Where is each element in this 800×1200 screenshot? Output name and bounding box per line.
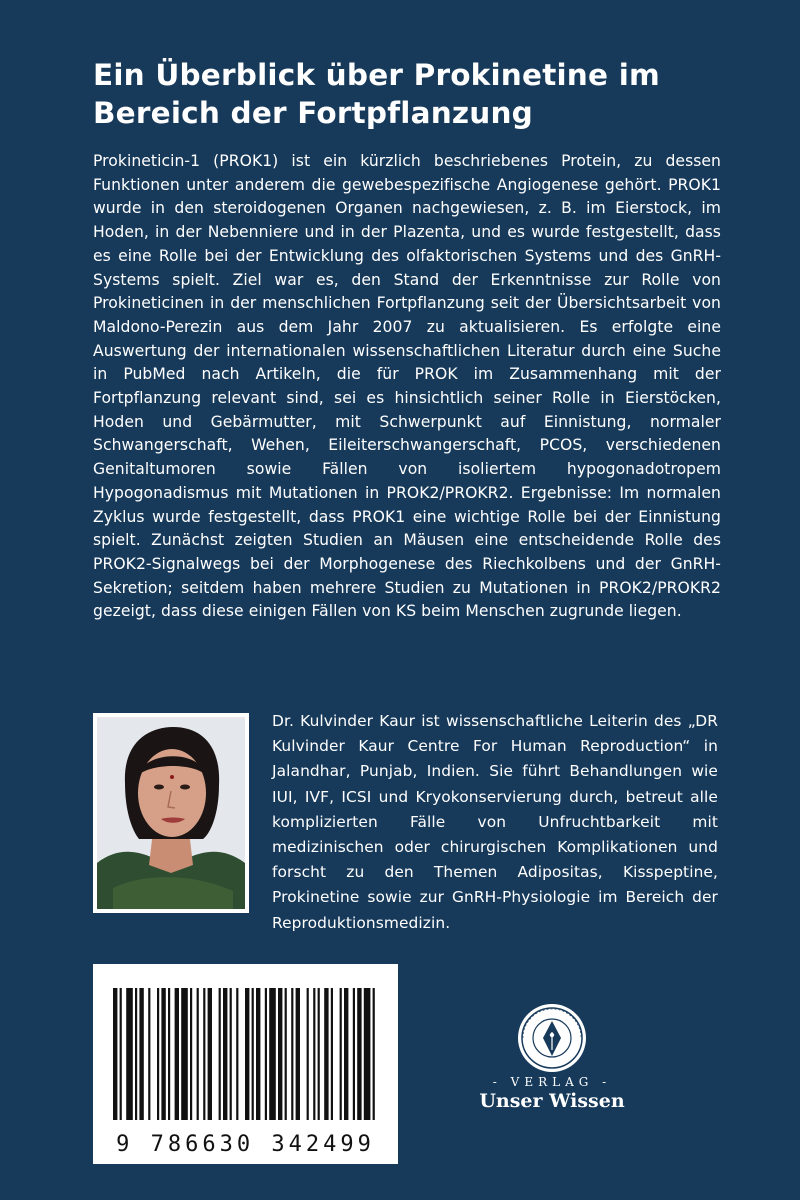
barcode-bar	[245, 988, 249, 1120]
barcode-bar	[353, 988, 355, 1120]
barcode-bar	[307, 988, 309, 1120]
barcode-bar	[373, 988, 375, 1120]
barcode-bar	[175, 988, 179, 1120]
publisher-name: Unser Wissen	[479, 1090, 625, 1112]
isbn-barcode	[93, 964, 398, 1164]
barcode-bar	[197, 988, 199, 1120]
verlag-label: - VERLAG -	[492, 1075, 612, 1089]
barcode-bar	[168, 988, 170, 1120]
barcode-bar	[357, 988, 361, 1120]
barcode-bar	[120, 988, 122, 1120]
barcode-bar	[126, 988, 133, 1120]
barcode-bar	[265, 988, 267, 1120]
barcode-bar	[148, 988, 150, 1120]
book-title: Ein Überblick über Prokinetine im Bereich der Fortpflanzung	[93, 58, 660, 130]
barcode-bar	[236, 988, 238, 1120]
barcode-bar	[219, 988, 221, 1120]
pen-nib-seal-icon	[503, 1002, 601, 1074]
barcode-bar	[291, 988, 293, 1120]
barcode-bar	[344, 988, 348, 1120]
barcode-bar	[161, 988, 165, 1120]
barcode-bar	[331, 988, 333, 1120]
barcode-bar	[318, 988, 320, 1120]
barcode-bar	[364, 988, 371, 1120]
book-blurb: Prokineticin-1 (PROK1) ist ein kürzlich beschriebenes Protein, zu dessen Funktionen unter anderem die gewebespezifische Angiogenese gehört. PROK1 wurde in den steroidogenen Organen nachgewiesen, z. B. im Eierstock, im Hoden, in der Nebenniere und in der Plazenta, und es wurde festgestellt, dass es eine Rolle bei der Entwicklung des olfaktorischen Systems und des GnRH-Systems spielt. Ziel war es, den Stand der Erkenntnisse zur Rolle von Prokineticinen in der menschlichen Fortpflanzung seit der Übersichtsarbeit von Maldono-Perezin aus dem Jahr 2007 zu aktualisieren. Es erfolgte eine Auswertung der internationalen wissenschaftlichen Literatur durch eine Suche in PubMed nach Artikeln, die für PROK im Zusammenhang mit der Fortpflanzung relevant sind, sei es hinsichtlich seiner Rolle in Eierstöcken, Hoden und Gebärmutter, mit Schwerpunkt auf Einnistung, normaler Schwangerschaft, Wehen, Eileiterschwangerschaft, PCOS, verschiedenen Genitaltumoren sowie Fällen von isoliertem hypogonadotropem Hypogonadismus mit Mutationen in PROK2/PROKR2. Ergebnisse: Im normalen Zyklus wurde festgestellt, dass PROK1 eine wichtige Rolle bei der Einnistung spielt. Zunächst zeigten Studien an Mäusen eine entscheidende Rolle des PROK2-Signalwegs bei der Morphogenese des Riechkolbens und der GnRH-Sekretion; seitdem haben mehrere Studien zu Mutationen in PROK2/PROKR2 gezeigt, dass diese einigen Fällen von KS beim Menschen zugrunde liegen.	[93, 152, 721, 621]
barcode-bar	[203, 988, 205, 1120]
isbn-digits: 9 786630 342499	[116, 1132, 375, 1157]
barcode-bar	[296, 988, 300, 1120]
barcode-bar	[113, 988, 117, 1120]
barcode-bar	[230, 988, 232, 1120]
author-photo	[93, 713, 249, 913]
barcode-bar	[181, 988, 188, 1120]
barcode-bar	[285, 988, 287, 1120]
barcode-bar	[135, 988, 137, 1120]
barcode-bar	[256, 988, 260, 1120]
barcode-bar	[269, 988, 276, 1120]
barcode-bars	[93, 964, 398, 1129]
barcode-bar	[139, 988, 143, 1120]
publisher-logo	[452, 1000, 652, 1120]
barcode-bar	[208, 988, 212, 1120]
author-bio: Dr. Kulvinder Kaur ist wissenschaftliche Leiterin des „DR Kulvinder Kaur Centre For Human Reproduction“ in Jalandhar, Punjab, Indien. Sie führt Behandlungen wie IUI, IVF, ICSI und Kryokonservierung durch, betreut alle komplizierten Fälle von Unfruchtbarkeit mit medizinischen oder chirurgischen Komplikationen und forscht zu den Themen Adipositas, Kisspeptine, Prokinetine sowie zur GnRH-Physiologie im Bereich der Reproduktionsmedizin.	[272, 712, 718, 932]
barcode-bar	[278, 988, 282, 1120]
barcode-bar	[313, 988, 315, 1120]
barcode-bar	[340, 988, 342, 1120]
barcode-bar	[324, 988, 328, 1120]
barcode-bar	[252, 988, 254, 1120]
barcode-bar	[157, 988, 159, 1120]
barcode-bar	[190, 988, 192, 1120]
barcode-bar	[223, 988, 227, 1120]
